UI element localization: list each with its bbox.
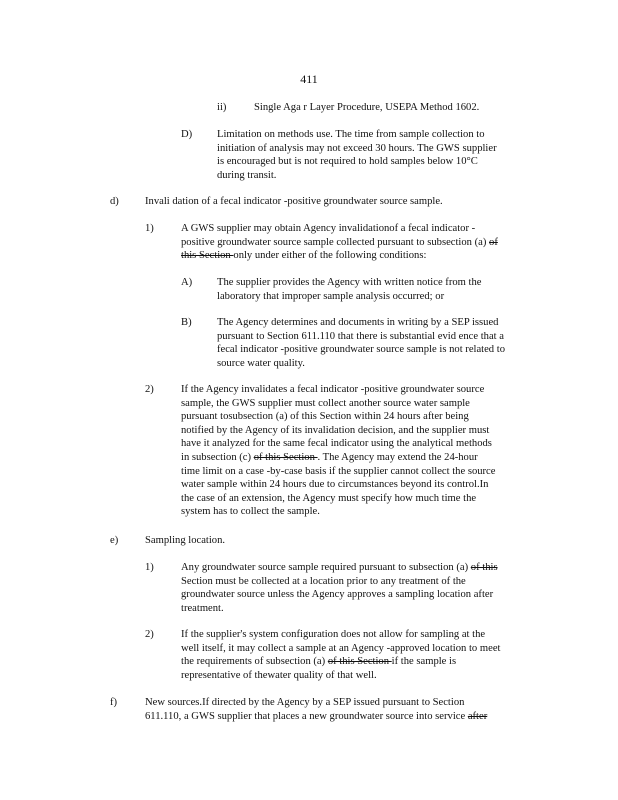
struck-text: after [467, 710, 488, 722]
struck-text: this Section [181, 250, 234, 262]
item-label: A) [181, 277, 193, 288]
item-label: f) [110, 697, 118, 708]
struck-text: of [489, 236, 498, 248]
item-text: The supplier provides the Agency with written notice from the laboratory that improper sample analysis occurred; or [217, 277, 482, 302]
item-label: e) [110, 535, 119, 546]
item-label: B) [181, 317, 192, 328]
item-text: Single Aga r Layer Procedure, USEPA Method 1602. [254, 102, 480, 113]
item-label: ii) [217, 102, 227, 113]
item-text: A GWS supplier may obtain Agency invalidationof a fecal indicator - positive groundwater source sample collected pursuant to subsection (a) of this Section only under either of the following conditions: [181, 223, 498, 262]
item-label: D) [181, 129, 193, 140]
item-label: 1) [145, 223, 154, 234]
struck-text: of this [470, 562, 498, 573]
item-text: Invali dation of a fecal indicator -positive groundwater source sample. [145, 196, 443, 207]
struck-text: of this Section [327, 656, 392, 668]
item-text: If the supplier's system configuration does not allow for sampling at the well itself, it may collect a sample at an Agency -approved location to meet the requirements of subsection (a) of this Section if the sample is representative of thewater quality of that well. [181, 629, 501, 681]
item-text: Limitation on methods use. The time from sample collection to initiation of analysis may not exceed 30 hours. The GWS supplier is encouraged but is not required to hold samples below 10°C during transit. [217, 129, 497, 181]
item-text: Any groundwater source sample required pursuant to subsection (a) of this Section must be collected at a location prior to any treatment of the groundwater source unless the Agency approves a sampling location after treatment. [181, 562, 498, 614]
item-text: Sampling location. [145, 535, 226, 546]
item-text: If the Agency invalidates a fecal indicator -positive groundwater source sample, the GWS supplier must collect another source water sample pursuant tosubsection (a) of this Section within 24 hours after being notified by the Agency of its invalidation decision, and the supplier must have it analyzed for the same fecal indicator using the analytical methods in subsection (c) of this Section . The Agency may extend the 24-hour time limit on a case -by-case basis if the supplier cannot collect the source water sample within 24 hours due to circumstances beyond its control.In the case of an extension, the Agency must specify how much time the system has to collect the sample. [181, 384, 496, 518]
item-label: 1) [145, 562, 154, 573]
item-label: 2) [145, 384, 154, 395]
struck-text: of this Section [253, 451, 318, 463]
item-label: d) [110, 196, 119, 207]
page-number: 411 [300, 72, 318, 86]
item-label: 2) [145, 629, 154, 640]
item-text: New sources.If directed by the Agency by a SEP issued pursuant to Section 611.110, a GWS supplier that places a new groundwater source into service after [145, 697, 488, 722]
item-text: The Agency determines and documents in writing by a SEP issued pursuant to Section 611.110 that there is substantial evid ence that a fecal indicator -positive groundwater source sample is not related to source water quality. [217, 317, 505, 369]
